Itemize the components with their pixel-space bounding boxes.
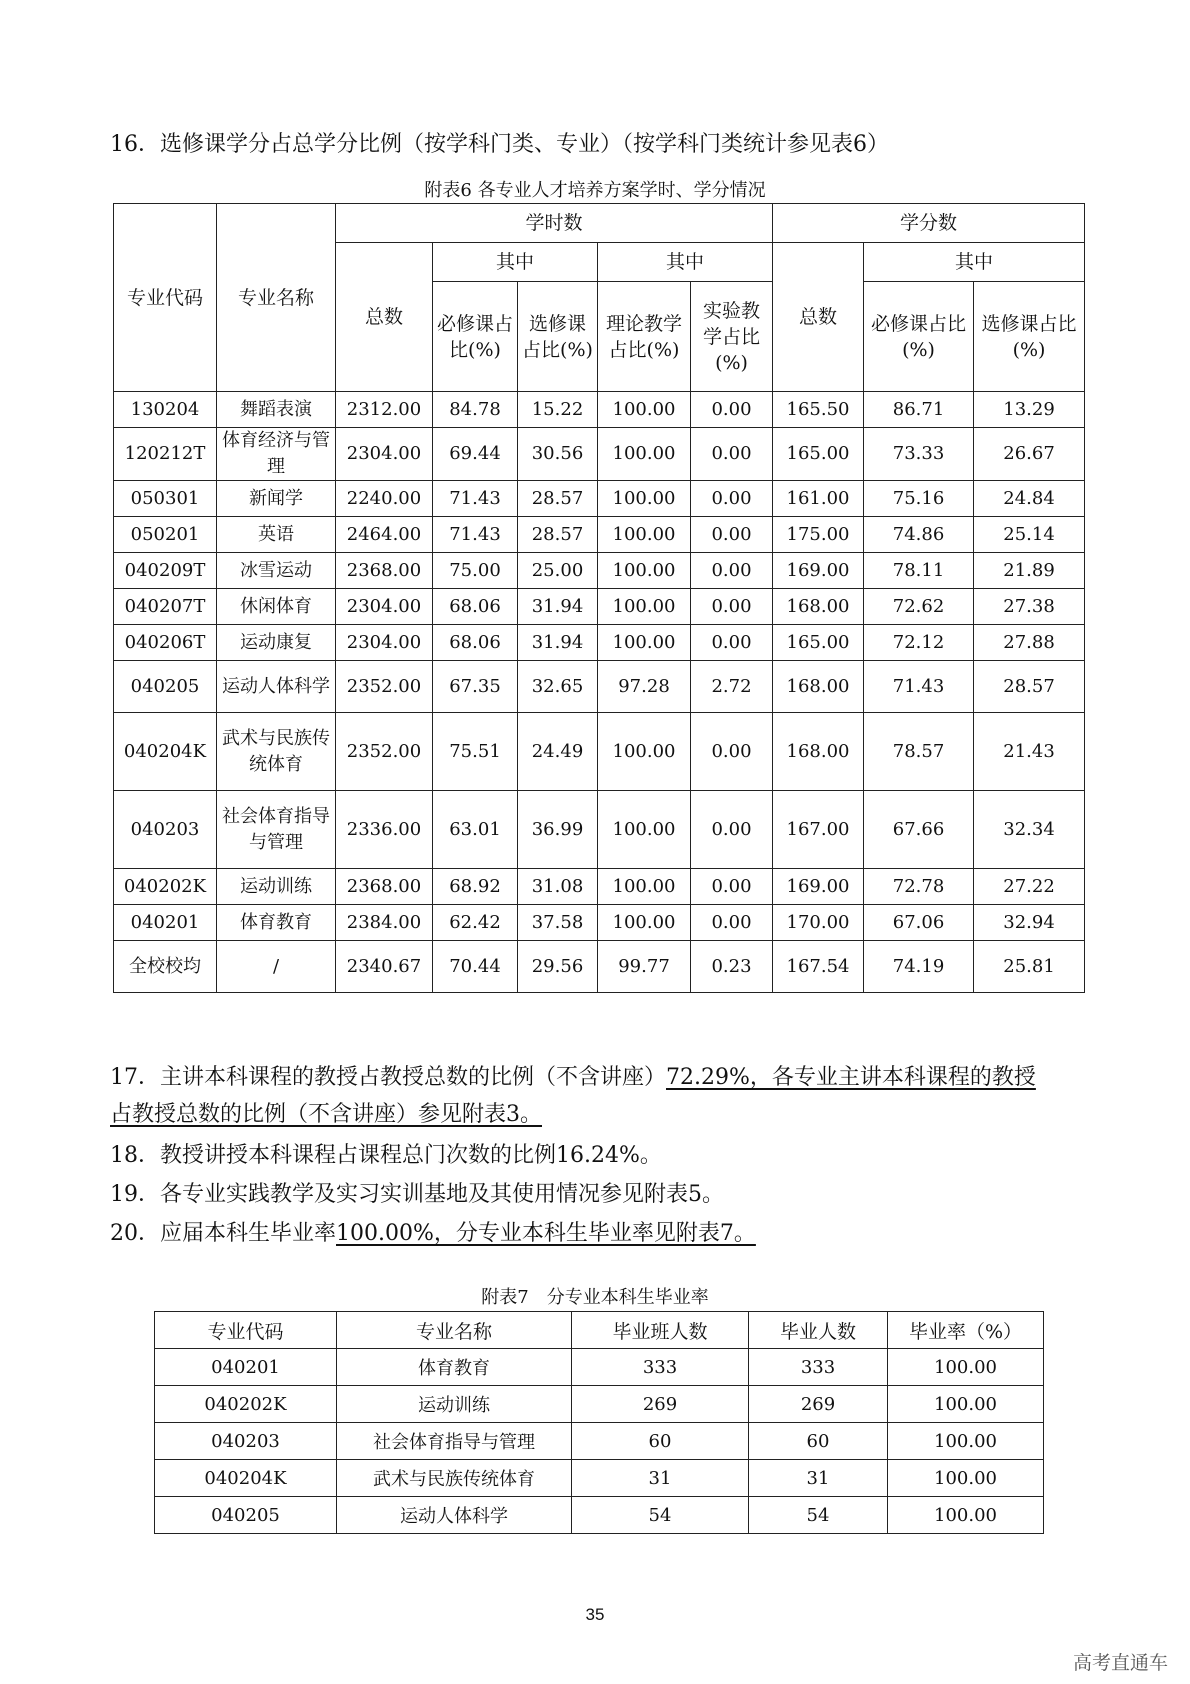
t7-cell-graduates: 333 bbox=[749, 1349, 888, 1386]
cell-credits-total: 167.00 bbox=[773, 791, 864, 869]
cell-hours-total: 2464.00 bbox=[336, 517, 433, 553]
cell-elective-pct: 15.22 bbox=[518, 392, 598, 428]
cell-credit-required-pct: 74.19 bbox=[864, 941, 974, 993]
cell-required-pct: 68.06 bbox=[433, 589, 518, 625]
t7-cell-code: 040204K bbox=[155, 1460, 337, 1497]
cell-credit-elective-pct: 27.38 bbox=[974, 589, 1085, 625]
cell-name: 舞蹈表演 bbox=[217, 392, 336, 428]
t7-cell-name: 体育教育 bbox=[337, 1349, 572, 1386]
cell-credits-total: 168.00 bbox=[773, 661, 864, 713]
cell-credit-elective-pct: 25.81 bbox=[974, 941, 1085, 993]
section-17-line2 bbox=[110, 1098, 542, 1132]
header-credit-elective-pct: 选修课占比(%) bbox=[974, 282, 1085, 392]
cell-credits-total: 167.54 bbox=[773, 941, 864, 993]
cell-credits-total: 165.00 bbox=[773, 428, 864, 481]
table6-row bbox=[114, 869, 1085, 905]
cell-elective-pct: 30.56 bbox=[518, 428, 598, 481]
section-20-prefix: 20．应届本科生毕业率 bbox=[110, 1221, 336, 1246]
t7-cell-class-size: 60 bbox=[572, 1423, 749, 1460]
cell-lab-pct: 0.00 bbox=[691, 905, 773, 941]
cell-credit-required-pct: 67.06 bbox=[864, 905, 974, 941]
cell-elective-pct: 31.94 bbox=[518, 589, 598, 625]
cell-credit-required-pct: 72.78 bbox=[864, 869, 974, 905]
t7-cell-graduates: 54 bbox=[749, 1497, 888, 1534]
table6-row bbox=[114, 625, 1085, 661]
cell-lab-pct: 0.00 bbox=[691, 625, 773, 661]
table7-body bbox=[155, 1349, 1044, 1534]
cell-elective-pct: 37.58 bbox=[518, 905, 598, 941]
t7-cell-rate: 100.00 bbox=[888, 1497, 1044, 1534]
cell-name: 武术与民族传统体育 bbox=[217, 713, 336, 791]
cell-code: 040202K bbox=[114, 869, 217, 905]
cell-lab-pct: 0.23 bbox=[691, 941, 773, 993]
table7-row bbox=[155, 1423, 1044, 1460]
cell-required-pct: 75.00 bbox=[433, 553, 518, 589]
cell-credits-total: 165.50 bbox=[773, 392, 864, 428]
table7-row bbox=[155, 1460, 1044, 1497]
cell-required-pct: 71.43 bbox=[433, 517, 518, 553]
cell-elective-pct: 28.57 bbox=[518, 517, 598, 553]
t7-cell-rate: 100.00 bbox=[888, 1386, 1044, 1423]
cell-credit-elective-pct: 21.89 bbox=[974, 553, 1085, 589]
cell-name: 体育经济与管理 bbox=[217, 428, 336, 481]
table7-row bbox=[155, 1386, 1044, 1423]
table6-row bbox=[114, 941, 1085, 993]
t7-cell-code: 040202K bbox=[155, 1386, 337, 1423]
t7-cell-rate: 100.00 bbox=[888, 1423, 1044, 1460]
cell-code: 050201 bbox=[114, 517, 217, 553]
cell-credit-required-pct: 78.11 bbox=[864, 553, 974, 589]
cell-lab-pct: 0.00 bbox=[691, 428, 773, 481]
cell-credit-elective-pct: 13.29 bbox=[974, 392, 1085, 428]
cell-hours-total: 2304.00 bbox=[336, 589, 433, 625]
cell-hours-total: 2384.00 bbox=[336, 905, 433, 941]
cell-code: 040207T bbox=[114, 589, 217, 625]
cell-code: 120212T bbox=[114, 428, 217, 481]
cell-credit-required-pct: 71.43 bbox=[864, 661, 974, 713]
cell-hours-total: 2336.00 bbox=[336, 791, 433, 869]
cell-code: 040203 bbox=[114, 791, 217, 869]
header-hours-of-which-1: 其中 bbox=[433, 243, 598, 282]
table7-caption: 附表7 分专业本科生毕业率 bbox=[481, 1287, 709, 1308]
cell-elective-pct: 29.56 bbox=[518, 941, 598, 993]
t7-cell-code: 040201 bbox=[155, 1349, 337, 1386]
header-theory-pct: 理论教学占比(%) bbox=[598, 282, 691, 392]
table7 bbox=[154, 1311, 1044, 1534]
table7-row bbox=[155, 1349, 1044, 1386]
cell-lab-pct: 0.00 bbox=[691, 481, 773, 517]
cell-theory-pct: 100.00 bbox=[598, 428, 691, 481]
cell-theory-pct: 100.00 bbox=[598, 589, 691, 625]
table6-row bbox=[114, 791, 1085, 869]
t7-cell-graduates: 269 bbox=[749, 1386, 888, 1423]
cell-lab-pct: 0.00 bbox=[691, 713, 773, 791]
cell-elective-pct: 32.65 bbox=[518, 661, 598, 713]
cell-required-pct: 62.42 bbox=[433, 905, 518, 941]
t7-cell-code: 040205 bbox=[155, 1497, 337, 1534]
cell-credit-elective-pct: 28.57 bbox=[974, 661, 1085, 713]
header-hours: 学时数 bbox=[336, 204, 773, 243]
cell-theory-pct: 99.77 bbox=[598, 941, 691, 993]
header-credits-of-which: 其中 bbox=[864, 243, 1085, 282]
cell-required-pct: 84.78 bbox=[433, 392, 518, 428]
cell-credits-total: 161.00 bbox=[773, 481, 864, 517]
table6-row bbox=[114, 428, 1085, 481]
table6-row bbox=[114, 661, 1085, 713]
cell-name: / bbox=[217, 941, 336, 993]
cell-hours-total: 2368.00 bbox=[336, 553, 433, 589]
cell-elective-pct: 36.99 bbox=[518, 791, 598, 869]
table6-row bbox=[114, 392, 1085, 428]
page-number: 35 bbox=[585, 1605, 605, 1624]
cell-theory-pct: 97.28 bbox=[598, 661, 691, 713]
header-lab-pct: 实验教学占比(%) bbox=[691, 282, 773, 392]
cell-theory-pct: 100.00 bbox=[598, 869, 691, 905]
header-hours-total: 总数 bbox=[336, 243, 433, 392]
table6 bbox=[113, 203, 1085, 993]
section-19: 19．各专业实践教学及实习实训基地及其使用情况参见附表5。 bbox=[110, 1182, 724, 1207]
cell-elective-pct: 31.08 bbox=[518, 869, 598, 905]
section-18: 18．教授讲授本科课程占课程总门次数的比例16.24%。 bbox=[110, 1143, 662, 1168]
cell-hours-total: 2368.00 bbox=[336, 869, 433, 905]
cell-credits-total: 170.00 bbox=[773, 905, 864, 941]
cell-theory-pct: 100.00 bbox=[598, 791, 691, 869]
cell-name: 社会体育指导与管理 bbox=[217, 791, 336, 869]
cell-hours-total: 2304.00 bbox=[336, 428, 433, 481]
cell-name: 体育教育 bbox=[217, 905, 336, 941]
cell-theory-pct: 100.00 bbox=[598, 713, 691, 791]
t7-header-graduates: 毕业人数 bbox=[749, 1312, 888, 1349]
header-credits: 学分数 bbox=[773, 204, 1085, 243]
table6-row bbox=[114, 713, 1085, 791]
cell-credit-elective-pct: 25.14 bbox=[974, 517, 1085, 553]
cell-required-pct: 63.01 bbox=[433, 791, 518, 869]
section-20 bbox=[110, 1217, 756, 1251]
cell-name: 运动康复 bbox=[217, 625, 336, 661]
cell-credit-required-pct: 86.71 bbox=[864, 392, 974, 428]
header-hours-of-which-2: 其中 bbox=[598, 243, 773, 282]
cell-code: 130204 bbox=[114, 392, 217, 428]
cell-lab-pct: 0.00 bbox=[691, 553, 773, 589]
header-required-pct: 必修课占比(%) bbox=[433, 282, 518, 392]
cell-credits-total: 169.00 bbox=[773, 869, 864, 905]
header-code: 专业代码 bbox=[114, 204, 217, 392]
cell-required-pct: 71.43 bbox=[433, 481, 518, 517]
cell-credit-required-pct: 73.33 bbox=[864, 428, 974, 481]
header-elective-pct: 选修课占比(%) bbox=[518, 282, 598, 392]
section-16-heading: 16．选修课学分占总学分比例（按学科门类、专业）（按学科门类统计参见表6） bbox=[110, 132, 889, 157]
cell-code: 040201 bbox=[114, 905, 217, 941]
cell-elective-pct: 24.49 bbox=[518, 713, 598, 791]
section-17-underlined-2: 占教授总数的比例（不含讲座）参见附表3。 bbox=[110, 1102, 542, 1127]
cell-lab-pct: 0.00 bbox=[691, 869, 773, 905]
cell-credit-required-pct: 75.16 bbox=[864, 481, 974, 517]
cell-theory-pct: 100.00 bbox=[598, 553, 691, 589]
cell-credit-elective-pct: 24.84 bbox=[974, 481, 1085, 517]
cell-credit-elective-pct: 27.22 bbox=[974, 869, 1085, 905]
cell-name: 休闲体育 bbox=[217, 589, 336, 625]
cell-name: 冰雪运动 bbox=[217, 553, 336, 589]
t7-cell-code: 040203 bbox=[155, 1423, 337, 1460]
table6-row bbox=[114, 905, 1085, 941]
cell-hours-total: 2352.00 bbox=[336, 661, 433, 713]
cell-credit-required-pct: 67.66 bbox=[864, 791, 974, 869]
t7-cell-class-size: 54 bbox=[572, 1497, 749, 1534]
cell-code: 050301 bbox=[114, 481, 217, 517]
cell-required-pct: 68.92 bbox=[433, 869, 518, 905]
t7-cell-name: 运动训练 bbox=[337, 1386, 572, 1423]
cell-elective-pct: 25.00 bbox=[518, 553, 598, 589]
section-17-line1 bbox=[110, 1061, 1036, 1095]
cell-required-pct: 75.51 bbox=[433, 713, 518, 791]
cell-credit-required-pct: 72.12 bbox=[864, 625, 974, 661]
cell-hours-total: 2340.67 bbox=[336, 941, 433, 993]
t7-cell-name: 社会体育指导与管理 bbox=[337, 1423, 572, 1460]
cell-credit-required-pct: 78.57 bbox=[864, 713, 974, 791]
t7-header-class-size: 毕业班人数 bbox=[572, 1312, 749, 1349]
cell-name: 新闻学 bbox=[217, 481, 336, 517]
cell-credit-required-pct: 74.86 bbox=[864, 517, 974, 553]
cell-credits-total: 169.00 bbox=[773, 553, 864, 589]
t7-cell-graduates: 31 bbox=[749, 1460, 888, 1497]
header-name: 专业名称 bbox=[217, 204, 336, 392]
cell-hours-total: 2352.00 bbox=[336, 713, 433, 791]
cell-name: 运动训练 bbox=[217, 869, 336, 905]
t7-cell-name: 武术与民族传统体育 bbox=[337, 1460, 572, 1497]
cell-lab-pct: 2.72 bbox=[691, 661, 773, 713]
section-17-prefix: 17．主讲本科课程的教授占教授总数的比例（不含讲座） bbox=[110, 1065, 666, 1090]
t7-header-code: 专业代码 bbox=[155, 1312, 337, 1349]
t7-cell-class-size: 31 bbox=[572, 1460, 749, 1497]
cell-credits-total: 165.00 bbox=[773, 625, 864, 661]
cell-code: 全校校均 bbox=[114, 941, 217, 993]
table6-row bbox=[114, 481, 1085, 517]
cell-name: 英语 bbox=[217, 517, 336, 553]
cell-required-pct: 69.44 bbox=[433, 428, 518, 481]
cell-theory-pct: 100.00 bbox=[598, 625, 691, 661]
cell-theory-pct: 100.00 bbox=[598, 905, 691, 941]
table6-caption: 附表6 各专业人才培养方案学时、学分情况 bbox=[424, 180, 766, 201]
cell-theory-pct: 100.00 bbox=[598, 517, 691, 553]
table6-body bbox=[114, 392, 1085, 993]
cell-elective-pct: 31.94 bbox=[518, 625, 598, 661]
table6-row bbox=[114, 553, 1085, 589]
cell-code: 040205 bbox=[114, 661, 217, 713]
cell-lab-pct: 0.00 bbox=[691, 589, 773, 625]
table6-row bbox=[114, 517, 1085, 553]
cell-credit-elective-pct: 27.88 bbox=[974, 625, 1085, 661]
cell-required-pct: 67.35 bbox=[433, 661, 518, 713]
table7-row bbox=[155, 1497, 1044, 1534]
t7-header-rate: 毕业率（%） bbox=[888, 1312, 1044, 1349]
t7-header-name: 专业名称 bbox=[337, 1312, 572, 1349]
cell-credit-elective-pct: 32.34 bbox=[974, 791, 1085, 869]
cell-elective-pct: 28.57 bbox=[518, 481, 598, 517]
header-credit-required-pct: 必修课占比(%) bbox=[864, 282, 974, 392]
cell-theory-pct: 100.00 bbox=[598, 392, 691, 428]
cell-lab-pct: 0.00 bbox=[691, 392, 773, 428]
t7-cell-class-size: 333 bbox=[572, 1349, 749, 1386]
cell-credit-elective-pct: 32.94 bbox=[974, 905, 1085, 941]
cell-code: 040204K bbox=[114, 713, 217, 791]
cell-credits-total: 175.00 bbox=[773, 517, 864, 553]
cell-credit-elective-pct: 21.43 bbox=[974, 713, 1085, 791]
header-credits-total: 总数 bbox=[773, 243, 864, 392]
cell-hours-total: 2240.00 bbox=[336, 481, 433, 517]
cell-required-pct: 68.06 bbox=[433, 625, 518, 661]
cell-credit-required-pct: 72.62 bbox=[864, 589, 974, 625]
cell-hours-total: 2312.00 bbox=[336, 392, 433, 428]
t7-cell-class-size: 269 bbox=[572, 1386, 749, 1423]
cell-credits-total: 168.00 bbox=[773, 713, 864, 791]
cell-required-pct: 70.44 bbox=[433, 941, 518, 993]
cell-hours-total: 2304.00 bbox=[336, 625, 433, 661]
cell-code: 040209T bbox=[114, 553, 217, 589]
cell-lab-pct: 0.00 bbox=[691, 791, 773, 869]
table6-row bbox=[114, 589, 1085, 625]
cell-lab-pct: 0.00 bbox=[691, 517, 773, 553]
t7-cell-rate: 100.00 bbox=[888, 1349, 1044, 1386]
cell-code: 040206T bbox=[114, 625, 217, 661]
section-17-underlined-1: 72.29%，各专业主讲本科课程的教授 bbox=[666, 1065, 1036, 1090]
cell-credit-elective-pct: 26.67 bbox=[974, 428, 1085, 481]
t7-cell-rate: 100.00 bbox=[888, 1460, 1044, 1497]
t7-cell-graduates: 60 bbox=[749, 1423, 888, 1460]
watermark: 高考直通车 bbox=[1072, 1652, 1168, 1674]
cell-name: 运动人体科学 bbox=[217, 661, 336, 713]
cell-theory-pct: 100.00 bbox=[598, 481, 691, 517]
section-20-underlined: 100.00%，分专业本科生毕业率见附表7。 bbox=[336, 1221, 756, 1246]
t7-cell-name: 运动人体科学 bbox=[337, 1497, 572, 1534]
cell-credits-total: 168.00 bbox=[773, 589, 864, 625]
